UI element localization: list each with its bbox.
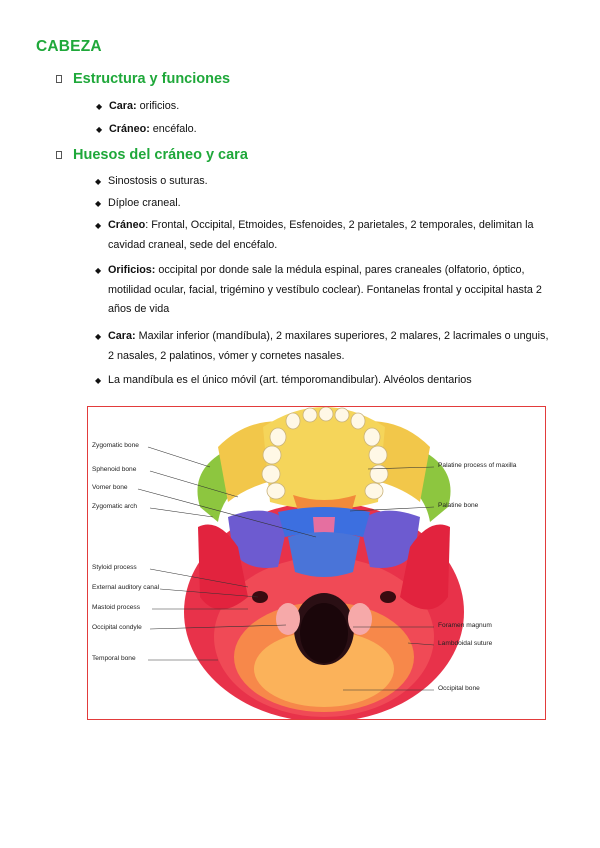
list-item	[95, 172, 208, 192]
section-heading-huesos	[56, 147, 248, 163]
figure-label: External auditory canal	[92, 584, 160, 591]
figure-label: Zygomatic bone	[92, 442, 139, 449]
list-item-text: La mandíbula es el único móvil (art. témporomandibular). Alvéolos dentarios	[108, 374, 472, 386]
section-heading-label: Huesos del cráneo y cara	[73, 147, 248, 163]
checkbox-icon	[56, 151, 62, 159]
checkbox-icon	[56, 75, 62, 83]
list-item-text: Díploe craneal.	[108, 197, 181, 209]
section-heading-label: Estructura y funciones	[73, 71, 231, 87]
list-item-text: Maxilar inferior (mandíbula), 2 maxilares superiores, 2 malares, 2 lacrimales o unguis,	[135, 330, 549, 342]
diamond-bullet-icon: ◆	[95, 376, 102, 385]
list-item-text: : Frontal, Occipital, Etmoides, Esfenoides, 2 parietales, 2 temporales, delimitan la	[145, 219, 534, 231]
page-title: CABEZA	[36, 38, 102, 55]
figure-label: Occipital bone	[438, 685, 480, 692]
list-item-text: occipital por donde sale la médula espinal, pares craneales (olfatorio, óptico,	[155, 264, 525, 276]
diamond-bullet-icon: ◆	[96, 102, 103, 111]
list-item-term: Orificios:	[108, 264, 156, 276]
diamond-bullet-icon: ◆	[96, 125, 103, 134]
list-item	[95, 216, 534, 255]
list-item-text: cavidad craneal, sede del encéfalo.	[108, 238, 278, 251]
list-item	[95, 327, 549, 366]
list-item-term: Cara:	[109, 100, 137, 112]
diamond-bullet-icon: ◆	[95, 221, 102, 230]
diamond-bullet-icon: ◆	[95, 266, 102, 275]
figure-label: Vomer bone	[92, 484, 128, 491]
diamond-bullet-icon: ◆	[95, 177, 102, 186]
figure-label: Foramen magnum	[438, 622, 492, 629]
diamond-bullet-icon: ◆	[95, 332, 102, 341]
list-item-text: años de vida	[108, 303, 170, 315]
list-item	[95, 371, 472, 391]
list-item-text: 2 nasales, 2 palatinos, vómer y cornetes nasales.	[108, 349, 345, 362]
figure-label: Mastoid process	[92, 604, 141, 611]
figure-label: Palatine bone	[438, 502, 479, 509]
list-item-text: motilidad ocular, facial, trigémino y vestíbulo coclear). Fontanelas frontal y occipital hasta 2	[108, 283, 542, 296]
skull-inferior-view-figure	[87, 406, 546, 720]
list-item-text: orificios.	[136, 100, 180, 112]
list-item-term: Cráneo	[108, 219, 146, 231]
diamond-bullet-icon: ◆	[95, 199, 102, 208]
skull-illustration	[88, 407, 546, 720]
list-item-text: Sinostosis o suturas.	[108, 175, 208, 187]
list-item-term: Cráneo:	[109, 123, 150, 135]
list-item	[95, 194, 181, 214]
figure-label: Temporal bone	[92, 655, 136, 662]
figure-label: Styloid process	[92, 564, 137, 571]
figure-label: Occipital condyle	[92, 624, 142, 631]
section-heading-estructura	[56, 71, 230, 87]
figure-label: Sphenoid bone	[92, 466, 137, 473]
list-item	[96, 97, 180, 117]
figure-label: Palatine process of maxilla	[438, 462, 517, 469]
figure-label: Lambdoidal suture	[438, 640, 493, 647]
figure-label: Zygomatic arch	[92, 503, 138, 510]
list-item	[96, 120, 197, 140]
list-item-text: encéfalo.	[149, 123, 197, 135]
list-item	[95, 261, 542, 320]
list-item-term: Cara:	[108, 330, 136, 342]
